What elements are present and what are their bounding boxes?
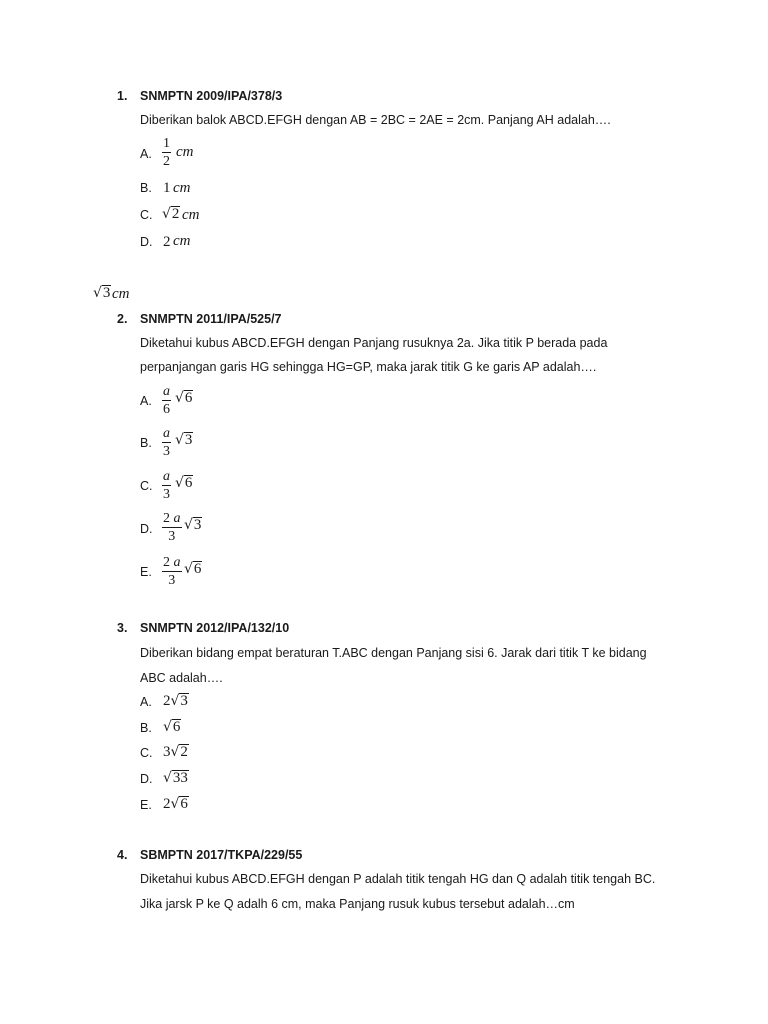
option-label: C. bbox=[140, 479, 153, 493]
radical-expression bbox=[163, 796, 189, 813]
question-text-line-2: perpanjangan garis HG sehingga HG=GP, maka jarak titik G ke garis AP adalah…. bbox=[140, 360, 597, 374]
radical-expression bbox=[163, 719, 181, 736]
question-number: 3. bbox=[117, 621, 128, 635]
coefficient: 2 bbox=[163, 796, 171, 812]
radical bbox=[175, 390, 193, 407]
coefficient: 3 bbox=[163, 744, 171, 760]
denominator: 2 bbox=[163, 154, 170, 169]
radicand: 6 bbox=[184, 475, 193, 491]
sqrt-symbol: √ bbox=[163, 770, 172, 786]
numerator-coefficient: 2 bbox=[163, 511, 170, 526]
sqrt-symbol: √ bbox=[163, 719, 172, 735]
sqrt-symbol: √ bbox=[170, 693, 180, 709]
question-title: SBMPTN 2017/TKPA/229/55 bbox=[140, 848, 303, 862]
radical bbox=[175, 475, 193, 492]
option-label: B. bbox=[140, 181, 152, 195]
question-title: SNMPTN 2009/IPA/378/3 bbox=[140, 89, 283, 103]
radical-expression bbox=[163, 770, 189, 787]
radical bbox=[175, 432, 193, 449]
radical bbox=[162, 206, 180, 223]
option-label: A. bbox=[140, 695, 152, 709]
radicand: 3 bbox=[180, 693, 188, 709]
fraction bbox=[162, 511, 182, 544]
question-text-line-1: Diketahui kubus ABCD.EFGH dengan P adalah titik tengah HG dan Q adalah titik tengah BC. bbox=[140, 872, 656, 886]
sqrt-symbol: √ bbox=[170, 796, 180, 812]
fraction bbox=[162, 426, 171, 459]
radicand: 3 bbox=[184, 432, 193, 448]
option-label: D. bbox=[140, 235, 153, 249]
unit: cm bbox=[112, 286, 130, 302]
numerator: a bbox=[163, 384, 170, 399]
radical bbox=[93, 285, 111, 302]
question-text-line-1: Diberikan bidang empat beraturan T.ABC dengan Panjang sisi 6. Jarak dari titik T ke bidang bbox=[140, 646, 647, 660]
denominator: 3 bbox=[163, 444, 170, 459]
question-text-line-2: Jika jarsk P ke Q adalh 6 cm, maka Panjang rusuk kubus tersebut adalah…cm bbox=[140, 897, 575, 911]
radicand: 3 bbox=[102, 285, 111, 301]
radicand: 2 bbox=[180, 744, 188, 760]
value: 2 bbox=[163, 234, 171, 250]
numerator: a bbox=[163, 469, 170, 484]
unit: cm bbox=[173, 233, 191, 249]
radical-expression bbox=[163, 744, 189, 761]
option-label: C. bbox=[140, 746, 153, 760]
option-label: D. bbox=[140, 522, 153, 536]
question-text: Diberikan balok ABCD.EFGH dengan AB = 2BC = 2AE = 2cm. Panjang AH adalah…. bbox=[140, 113, 611, 127]
question-number: 4. bbox=[117, 848, 128, 862]
radicand: 3 bbox=[193, 517, 202, 533]
sqrt-symbol: √ bbox=[175, 475, 184, 491]
denominator: 6 bbox=[163, 402, 170, 417]
value: 1 bbox=[163, 180, 171, 196]
question-title: SNMPTN 2012/IPA/132/10 bbox=[140, 621, 290, 635]
question-title: SNMPTN 2011/IPA/525/7 bbox=[140, 312, 282, 326]
sqrt-symbol: √ bbox=[184, 517, 193, 533]
sqrt-symbol: √ bbox=[162, 206, 171, 222]
numerator-coefficient: 2 bbox=[163, 555, 170, 570]
question-number: 1. bbox=[117, 89, 128, 103]
option-label: C. bbox=[140, 208, 153, 222]
option-label: E. bbox=[140, 565, 152, 579]
option-label: A. bbox=[140, 147, 152, 161]
radicand: 33 bbox=[172, 770, 188, 786]
sqrt-symbol: √ bbox=[175, 432, 184, 448]
sqrt-symbol: √ bbox=[93, 285, 102, 301]
radicand: 6 bbox=[193, 561, 202, 577]
fraction bbox=[162, 555, 182, 588]
question-text-line-1: Diketahui kubus ABCD.EFGH dengan Panjang rusuknya 2a. Jika titik P berada pada bbox=[140, 336, 608, 350]
denominator: 3 bbox=[168, 573, 176, 588]
fraction bbox=[162, 469, 171, 502]
radicand: 2 bbox=[171, 206, 180, 222]
radicand: 6 bbox=[184, 390, 193, 406]
fraction bbox=[162, 384, 171, 417]
question-text-line-2: ABC adalah…. bbox=[140, 671, 223, 685]
question-number: 2. bbox=[117, 312, 128, 326]
numerator: 1 bbox=[163, 136, 170, 151]
option-label: B. bbox=[140, 436, 152, 450]
denominator: 3 bbox=[168, 529, 176, 544]
denominator: 3 bbox=[163, 487, 170, 502]
unit: cm bbox=[173, 180, 191, 196]
option-label: A. bbox=[140, 394, 152, 408]
coefficient: 2 bbox=[163, 693, 171, 709]
option-label: E. bbox=[140, 798, 152, 812]
radicand: 6 bbox=[172, 719, 181, 735]
radical bbox=[184, 517, 202, 534]
radicand: 6 bbox=[180, 796, 188, 812]
option-label: D. bbox=[140, 772, 153, 786]
sqrt-symbol: √ bbox=[175, 390, 184, 406]
sqrt-symbol: √ bbox=[184, 561, 193, 577]
numerator: a bbox=[173, 555, 181, 570]
fraction bbox=[162, 136, 171, 169]
radical-expression bbox=[163, 693, 189, 710]
sqrt-symbol: √ bbox=[170, 744, 180, 760]
numerator: a bbox=[163, 426, 170, 441]
unit: cm bbox=[182, 207, 200, 223]
unit: cm bbox=[176, 144, 194, 160]
radical bbox=[184, 561, 202, 578]
option-label: B. bbox=[140, 721, 152, 735]
numerator: a bbox=[173, 511, 181, 526]
